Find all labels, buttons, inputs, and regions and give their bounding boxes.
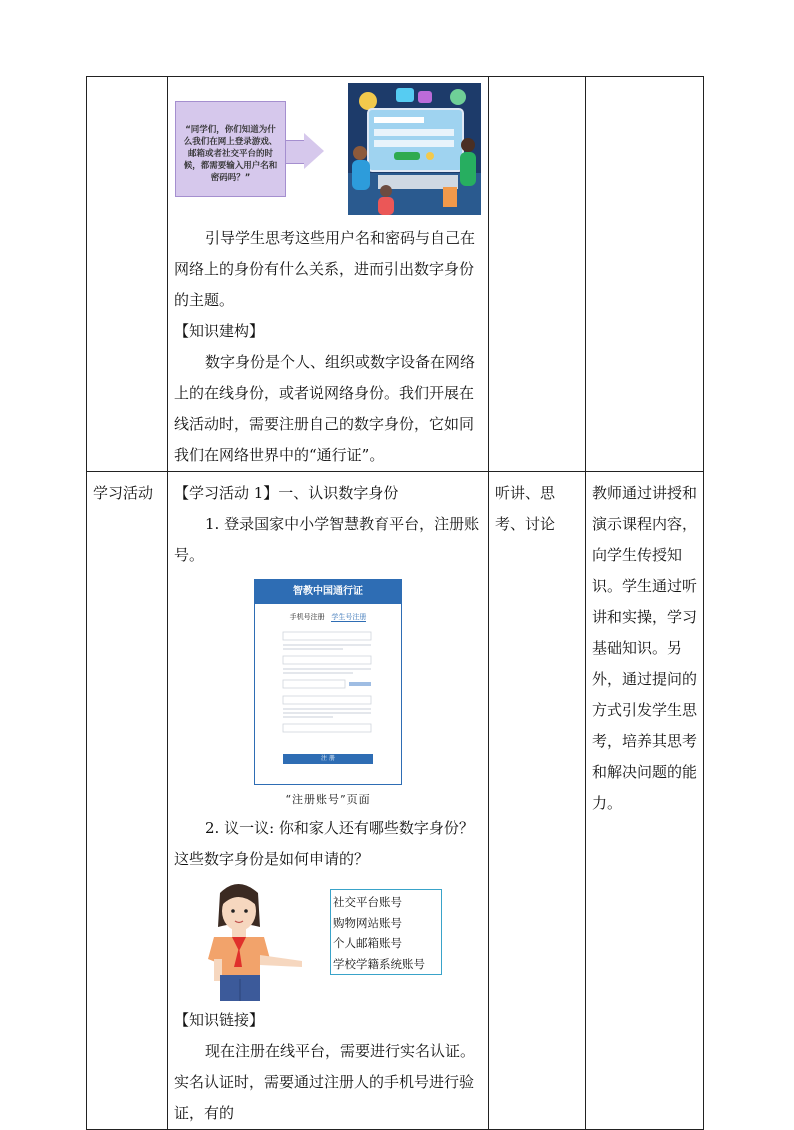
submit-button[interactable]: 注 册 xyxy=(283,754,373,764)
list-item: 社交平台账号 xyxy=(333,895,402,909)
link-paragraph: 现在注册在线平台，需要进行实名认证。实名认证时，需要通过注册人的手机号进行验证，有的 xyxy=(174,1042,476,1122)
content-cell xyxy=(168,77,489,472)
form-header: 智教中国通行证 xyxy=(255,580,401,604)
arrow-shape xyxy=(286,140,304,164)
accounts-list xyxy=(330,889,442,975)
student-activity-cell xyxy=(489,77,586,472)
row-label-cell xyxy=(87,77,168,472)
link-heading: 【知识链接】 xyxy=(174,1011,265,1029)
list-item: 学校学籍系统账号 xyxy=(333,956,425,971)
row-label-cell xyxy=(87,472,168,1130)
activity-title: 【学习活动 1】一、认识数字身份 xyxy=(174,484,399,502)
content-cell xyxy=(168,472,489,1130)
design-intent-cell xyxy=(586,472,704,1130)
form-fields xyxy=(255,624,401,754)
step-1: 1. 登录国家中小学智慧教育平台，注册账号。 xyxy=(174,515,480,564)
form-tabs xyxy=(255,610,401,624)
design-intent-text: 教师通过讲授和演示课程内容，向学生传授知识。学生通过听讲和实操，学习基础知识。另外，通过提问的方式引发学生思考，培养其思考和解决问题的能力。 xyxy=(592,484,698,812)
question-bubble: “同学们，你们知道为什么我们在网上登录游戏、邮箱或者社交平台的时候，都需要输入用户名和密码吗？” xyxy=(175,101,286,197)
guide-paragraph: 引导学生思考这些用户名和密码与自己在网络上的身份有什么关系，进而引出数字身份的主题。 xyxy=(174,229,476,309)
registration-form-image xyxy=(254,579,402,785)
tab-student: 学生号注册 xyxy=(331,613,367,621)
table-row xyxy=(87,77,704,472)
intro-figure xyxy=(168,77,488,219)
girl-illustration xyxy=(168,875,328,1005)
step-2: 2. 议一议: 你和家人还有哪些数字身份？这些数字身份是如何申请的？ xyxy=(174,819,474,868)
list-item: 购物网站账号 xyxy=(333,915,402,930)
knowledge-paragraph: 数字身份是个人、组织或数字设备在网络上的在线身份，或者说网络身份。我们开展在线活动时，需要注册自己的数字身份，它如同我们在网络世界中的“通行证”。 xyxy=(174,353,476,464)
lesson-plan-table xyxy=(86,76,704,1130)
form-caption: “注册账号”页面 xyxy=(285,793,371,806)
accounts-figure xyxy=(168,875,488,1005)
list-item: 个人邮箱账号 xyxy=(333,936,402,950)
student-activity-text: 听讲、思考、讨论 xyxy=(495,484,556,533)
login-illustration xyxy=(348,83,481,215)
design-intent-cell xyxy=(586,77,704,472)
tab-phone: 手机号注册 xyxy=(289,613,325,621)
arrow-head-shape xyxy=(304,133,324,169)
table-row xyxy=(87,472,704,1130)
student-activity-cell xyxy=(489,472,586,1130)
knowledge-heading: 【知识建构】 xyxy=(174,322,265,340)
row-label: 学习活动 xyxy=(93,484,154,502)
